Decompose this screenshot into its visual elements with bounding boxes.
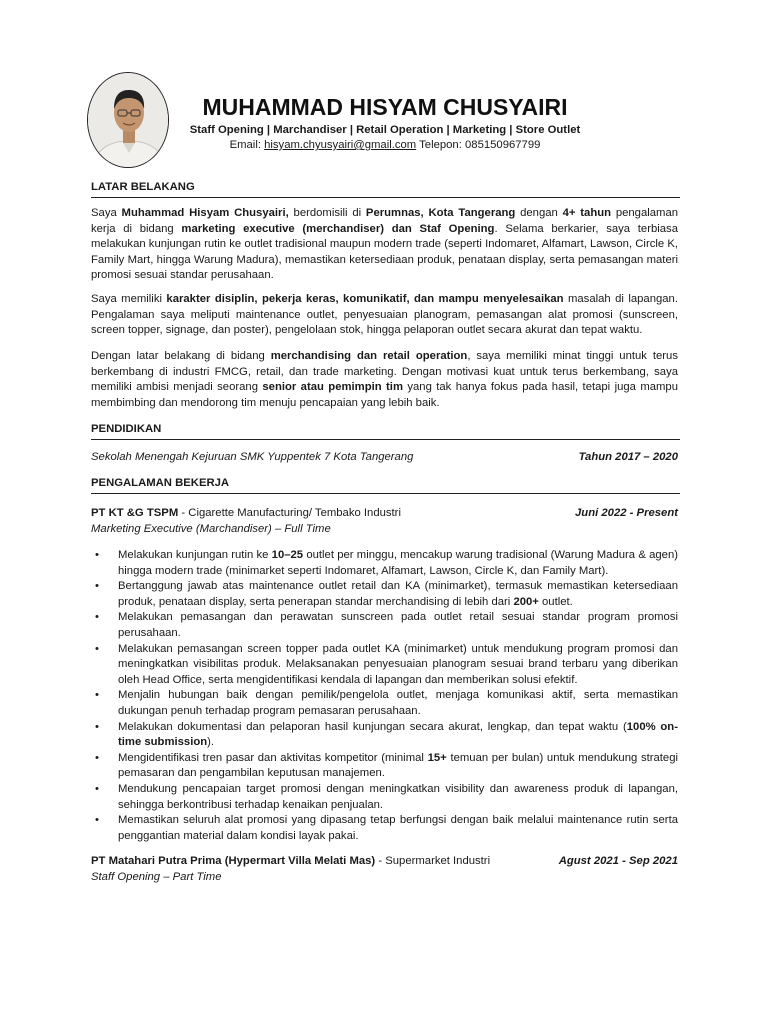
job-2-role: Staff Opening – Part Time bbox=[91, 871, 222, 883]
section-title-background: LATAR BELAKANG bbox=[91, 180, 680, 198]
job-1-company: PT KT &G TSPM bbox=[91, 507, 179, 519]
school-name: Sekolah Menengah Kejuruan SMK Yuppentek 7 Kota Tangerang bbox=[91, 451, 414, 463]
job-1-role: Marketing Executive (Marchandiser) – Full Time bbox=[91, 523, 331, 535]
education-row bbox=[91, 450, 678, 466]
phone-number: 085150967799 bbox=[465, 139, 541, 151]
resume-header bbox=[0, 0, 768, 175]
job-1-responsibilities bbox=[91, 548, 678, 844]
list-item: • Memastikan seluruh alat promosi yang dipasang tetap berfungsi dengan baik melalui maintenance rutin serta penggantian material dalam kondisi layak pakai. bbox=[91, 813, 678, 844]
job-2-company: PT Matahari Putra Prima (Hypermart Villa Melati Mas) bbox=[91, 855, 376, 867]
job-2-period: Agust 2021 - Sep 2021 bbox=[558, 855, 678, 867]
list-item: • Mendukung pencapaian target promosi dengan meningkatkan visibility dan awareness produk di lapangan, sehingga berkontribusi terhadap kenaikan penjualan. bbox=[91, 782, 678, 813]
job-1-period: Juni 2022 - Present bbox=[575, 507, 678, 519]
contact-line bbox=[170, 138, 600, 154]
phone-label: Telepon: bbox=[416, 139, 465, 151]
list-item: • Melakukan kunjungan rutin ke 10–25 outlet per minggu, mencakup warung tradisional (Warung Madura & agen) hingga modern trade (minimarket seperti Indomaret, Alfamart, Lawson, Circle K, dan Family Mart). bbox=[91, 548, 678, 579]
background-paragraph-2: Saya memiliki karakter disiplin, pekerja keras, komunikatif, dan mampu menyelesaikan masalah di lapangan. Pengalaman saya meliputi maintenance outlet, penyesuaian planogram, pemasangan alat promosi (sunscreen, screen topper, signage, dan poster), pengelolaan stok, hingga pelaporan outlet secara akurat dan tepat waktu. bbox=[91, 293, 678, 337]
job-1-industry: - Cigarette Manufacturing/ Tembako Industri bbox=[178, 507, 401, 519]
list-item: • Melakukan dokumentasi dan pelaporan hasil kunjungan secara akurat, lengkap, dan tepat waktu (100% on-time submission). bbox=[91, 720, 678, 751]
section-title-education: PENDIDIKAN bbox=[91, 422, 680, 440]
education-years: Tahun 2017 – 2020 bbox=[578, 451, 678, 463]
list-item: • Bertanggung jawab atas maintenance outlet retail dan KA (minimarket), termasuk memastikan ketersediaan produk, penataan display, serta penerapan standar merchandising di lebih dari 200+ outlet. bbox=[91, 579, 678, 610]
profile-photo-illustration bbox=[88, 73, 169, 168]
background-paragraph-1: Saya Muhammad Hisyam Chusyairi, berdomisili di Perumnas, Kota Tangerang dengan 4+ tahun pengalaman kerja di bidang marketing executive (merchandiser) dan Staf Opening. Selama berkarier, saya terbiasa melakukan kunjungan rutin ke outlet tradisional maupun modern trade (seperti Indomaret, Alfamart, Lawson, Circle K, Family Mart, hingga Warung Madura), memastikan ketersediaan produk, penataan display, serta pemasangan materi promosi sesuai standar perusahaan. bbox=[91, 207, 679, 282]
email-label: Email: bbox=[229, 139, 265, 151]
job-1-header bbox=[91, 506, 678, 522]
profile-photo bbox=[87, 72, 169, 168]
section-title-experience: PENGALAMAN BEKERJA bbox=[91, 476, 680, 494]
list-item: • Menjalin hubungan baik dengan pemilik/pengelola outlet, menjaga komunikasi aktif, serta memastikan dukungan penuh terhadap program pemasaran perusahaan. bbox=[91, 688, 678, 719]
list-item: • Melakukan pemasangan dan perawatan sunscreen pada outlet retail sesuai standar program promosi perusahaan. bbox=[91, 610, 678, 641]
job-2-header bbox=[91, 854, 678, 870]
job-2-industry: - Supermarket Industri bbox=[375, 855, 491, 867]
candidate-name: MUHAMMAD HISYAM CHUSYAIRI bbox=[202, 94, 568, 120]
email-link[interactable]: hisyam.chyusyairi@gmail.com bbox=[264, 139, 417, 151]
list-item: • Melakukan pemasangan screen topper pada outlet KA (minimarket) untuk mendukung program promosi dan meningkatkan visibilitas produk. Melaksanakan penyesuaian planogram sesuai brand terbaru yang diberikan oleh Head Office, serta mengidentifikasi kendala di lapangan dan memberikan solusi efektif. bbox=[91, 642, 678, 689]
background-paragraph-3: Dengan latar belakang di bidang merchandising dan retail operation, saya memiliki minat tinggi untuk terus berkembang di industri FMCG, retail, dan trade marketing. Dengan motivasi kuat untuk terus berkembang, saya memiliki ambisi menjadi seorang senior atau pemimpin tim yang tak hanya fokus pada hasil, tetapi juga mampu membimbing dan mendorong tim menuju pencapaian yang lebih baik. bbox=[91, 350, 678, 409]
list-item: • Mengidentifikasi tren pasar dan aktivitas kompetitor (minimal 15+ temuan per bulan) untuk mendukung strategi pemasaran dan pengambilan keputusan manajemen. bbox=[91, 751, 678, 782]
candidate-roles: Staff Opening | Marchandiser | Retail Operation | Marketing | Store Outlet bbox=[189, 124, 581, 136]
